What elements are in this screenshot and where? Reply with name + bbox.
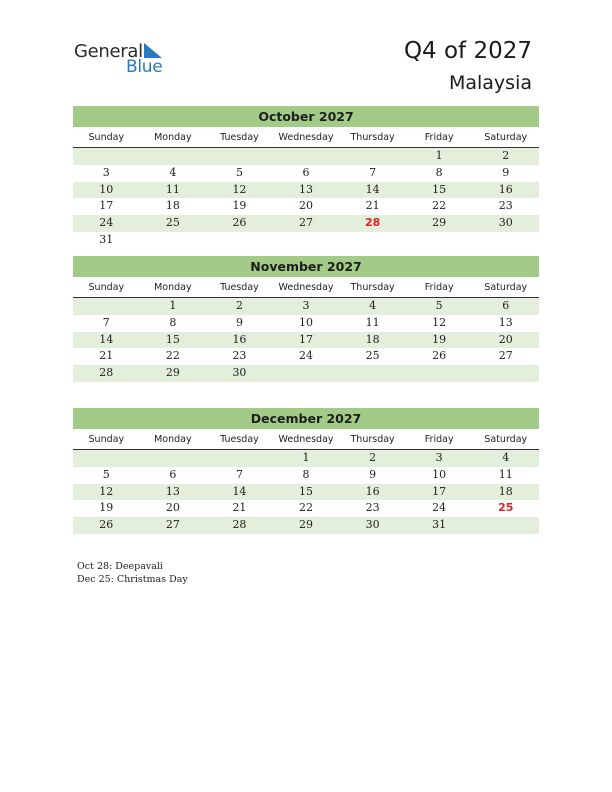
day-cell: 14 — [365, 182, 380, 196]
week-row — [73, 315, 539, 332]
day-cell — [273, 232, 340, 249]
weekday-label: Thursday — [350, 434, 395, 445]
week-row — [73, 332, 539, 349]
week-row — [73, 517, 539, 534]
day-cell: 11 — [498, 467, 513, 481]
day-cell: 12 — [232, 182, 247, 196]
day-cell: 3 — [435, 451, 443, 464]
day-cell — [73, 298, 140, 315]
day-cell: 29 — [299, 518, 314, 532]
weekday-label: Tuesday — [220, 282, 259, 293]
day-cell: 19 — [432, 332, 447, 346]
day-cell: 17 — [299, 332, 314, 346]
weekday-label: Friday — [424, 434, 454, 445]
holiday-notes — [77, 560, 188, 586]
week-row — [73, 182, 539, 199]
weekday-label: Saturday — [484, 434, 528, 445]
day-cell: 10 — [299, 315, 314, 329]
day-cell: 25 — [365, 349, 380, 363]
day-cell — [206, 450, 273, 467]
weekday-label: Wednesday — [278, 282, 334, 293]
day-cell: 17 — [432, 484, 447, 498]
day-cell: 24 — [299, 349, 314, 363]
day-cell: 21 — [232, 501, 247, 515]
day-cell — [406, 365, 473, 382]
day-cell — [140, 148, 207, 165]
month-calendar — [73, 256, 539, 382]
day-cell: 6 — [169, 467, 177, 481]
month-calendar — [73, 408, 539, 534]
day-cell: 16 — [232, 332, 247, 346]
weekday-label: Wednesday — [278, 434, 334, 445]
day-cell: 25 — [165, 216, 180, 230]
day-cell: 4 — [169, 165, 177, 179]
month-title: December 2027 — [73, 408, 539, 429]
day-cell: 15 — [299, 484, 314, 498]
day-cell: 2 — [369, 451, 377, 464]
day-cell: 15 — [165, 332, 180, 346]
week-row — [73, 365, 539, 382]
weekday-header-row — [73, 130, 539, 148]
day-cell: 13 — [299, 182, 314, 196]
day-cell: 12 — [99, 484, 114, 498]
weekday-header-row — [73, 280, 539, 298]
day-cell: 10 — [99, 182, 114, 196]
day-cell: 28 — [99, 366, 114, 380]
day-cell: 8 — [435, 165, 443, 179]
day-cell: 26 — [432, 349, 447, 363]
week-row — [73, 215, 539, 232]
day-cell: 14 — [99, 332, 114, 346]
day-cell: 29 — [165, 366, 180, 380]
day-cell: 1 — [169, 299, 177, 312]
month-title: November 2027 — [73, 256, 539, 277]
page-title: Q4 of 2027 — [403, 38, 532, 64]
day-cell — [140, 450, 207, 467]
day-cell: 2 — [235, 299, 243, 312]
page-subtitle: Malaysia — [448, 72, 532, 94]
day-cell — [472, 365, 539, 382]
holiday-note: Oct 28: Deepavali — [77, 561, 163, 572]
day-cell: 9 — [235, 315, 243, 329]
day-cell: 8 — [302, 467, 310, 481]
day-cell: 24 — [99, 216, 114, 230]
day-cell — [273, 365, 340, 382]
day-cell: 17 — [99, 199, 114, 213]
day-cell — [206, 148, 273, 165]
weekday-label: Monday — [154, 282, 192, 293]
day-cell: 22 — [432, 199, 447, 213]
day-cell: 30 — [498, 216, 513, 230]
weekday-label: Sunday — [88, 434, 125, 445]
day-cell: 12 — [432, 315, 447, 329]
month-title: October 2027 — [73, 106, 539, 127]
day-cell: 6 — [302, 165, 310, 179]
day-cell: 4 — [502, 451, 510, 464]
day-cell: 29 — [432, 216, 447, 230]
day-cell: 16 — [365, 484, 380, 498]
day-cell — [73, 450, 140, 467]
day-cell: 3 — [102, 165, 110, 179]
day-cell: 27 — [165, 518, 180, 532]
day-cell: 23 — [365, 501, 380, 515]
week-row — [73, 348, 539, 365]
day-cell — [140, 232, 207, 249]
day-cell: 4 — [369, 299, 377, 312]
day-cell: 9 — [369, 467, 377, 481]
day-cell: 23 — [232, 349, 247, 363]
day-cell: 7 — [102, 315, 110, 329]
day-cell: 6 — [502, 299, 510, 312]
day-cell — [73, 148, 140, 165]
day-cell: 7 — [369, 165, 377, 179]
day-cell: 5 — [435, 299, 443, 312]
month-calendar — [73, 106, 539, 249]
weekday-label: Saturday — [484, 282, 528, 293]
weekday-label: Wednesday — [278, 132, 334, 143]
day-cell — [339, 148, 406, 165]
weekday-header-row — [73, 432, 539, 450]
day-cell — [472, 517, 539, 534]
weekday-label: Thursday — [350, 282, 395, 293]
day-cell: 11 — [365, 315, 380, 329]
logo — [74, 40, 184, 80]
day-cell: 18 — [498, 484, 513, 498]
week-row — [73, 298, 539, 315]
day-cell: 1 — [435, 149, 443, 162]
weekday-label: Tuesday — [220, 132, 259, 143]
day-cell: 10 — [432, 467, 447, 481]
day-cell: 31 — [99, 232, 114, 246]
weekday-label: Monday — [154, 434, 192, 445]
day-cell: 19 — [232, 199, 247, 213]
day-cell: 11 — [165, 182, 180, 196]
logo-word-general: General — [74, 41, 143, 62]
weekday-label: Monday — [154, 132, 192, 143]
week-row — [73, 450, 539, 467]
week-row — [73, 198, 539, 215]
day-cell: 31 — [432, 518, 447, 532]
day-cell: 20 — [299, 199, 314, 213]
week-row — [73, 500, 539, 517]
day-cell — [472, 232, 539, 249]
day-cell: 26 — [232, 216, 247, 230]
day-cell: 13 — [165, 484, 180, 498]
day-cell: 28 — [232, 518, 247, 532]
day-cell: 3 — [302, 299, 310, 312]
weekday-label: Friday — [424, 132, 454, 143]
day-cell: 18 — [365, 332, 380, 346]
day-cell: 24 — [432, 501, 447, 515]
weekday-label: Sunday — [88, 132, 125, 143]
weekday-label: Thursday — [350, 132, 395, 143]
day-cell — [206, 232, 273, 249]
weekday-label: Sunday — [88, 282, 125, 293]
day-cell: 5 — [235, 165, 243, 179]
week-row — [73, 232, 539, 249]
day-cell: 22 — [299, 501, 314, 515]
day-cell — [339, 365, 406, 382]
day-cell: 27 — [299, 216, 314, 230]
week-row — [73, 467, 539, 484]
day-cell: 30 — [365, 518, 380, 532]
day-cell: 13 — [498, 315, 513, 329]
week-row — [73, 484, 539, 501]
day-cell: 28 — [364, 216, 381, 230]
day-cell: 19 — [99, 501, 114, 515]
logo-word-blue: Blue — [126, 57, 163, 77]
day-cell — [339, 232, 406, 249]
day-cell: 14 — [232, 484, 247, 498]
day-cell: 2 — [502, 149, 510, 162]
day-cell: 27 — [498, 349, 513, 363]
weekday-label: Saturday — [484, 132, 528, 143]
day-cell: 5 — [102, 467, 110, 481]
day-cell: 30 — [232, 366, 247, 380]
day-cell — [406, 232, 473, 249]
holiday-note: Dec 25: Christmas Day — [77, 574, 188, 585]
day-cell: 26 — [99, 518, 114, 532]
weekday-label: Tuesday — [220, 434, 259, 445]
day-cell: 15 — [432, 182, 447, 196]
day-cell: 21 — [365, 199, 380, 213]
day-cell: 21 — [99, 349, 114, 363]
day-cell: 20 — [165, 501, 180, 515]
day-cell: 25 — [498, 501, 514, 515]
weekday-label: Friday — [424, 282, 454, 293]
day-cell: 1 — [302, 451, 310, 464]
day-cell: 22 — [165, 349, 180, 363]
day-cell: 9 — [502, 165, 510, 179]
day-cell: 7 — [235, 467, 243, 481]
day-cell: 20 — [498, 332, 513, 346]
day-cell: 8 — [169, 315, 177, 329]
week-row — [73, 165, 539, 182]
day-cell: 23 — [498, 199, 513, 213]
day-cell — [273, 148, 340, 165]
week-row — [73, 148, 539, 165]
day-cell: 18 — [165, 199, 180, 213]
day-cell: 16 — [498, 182, 513, 196]
